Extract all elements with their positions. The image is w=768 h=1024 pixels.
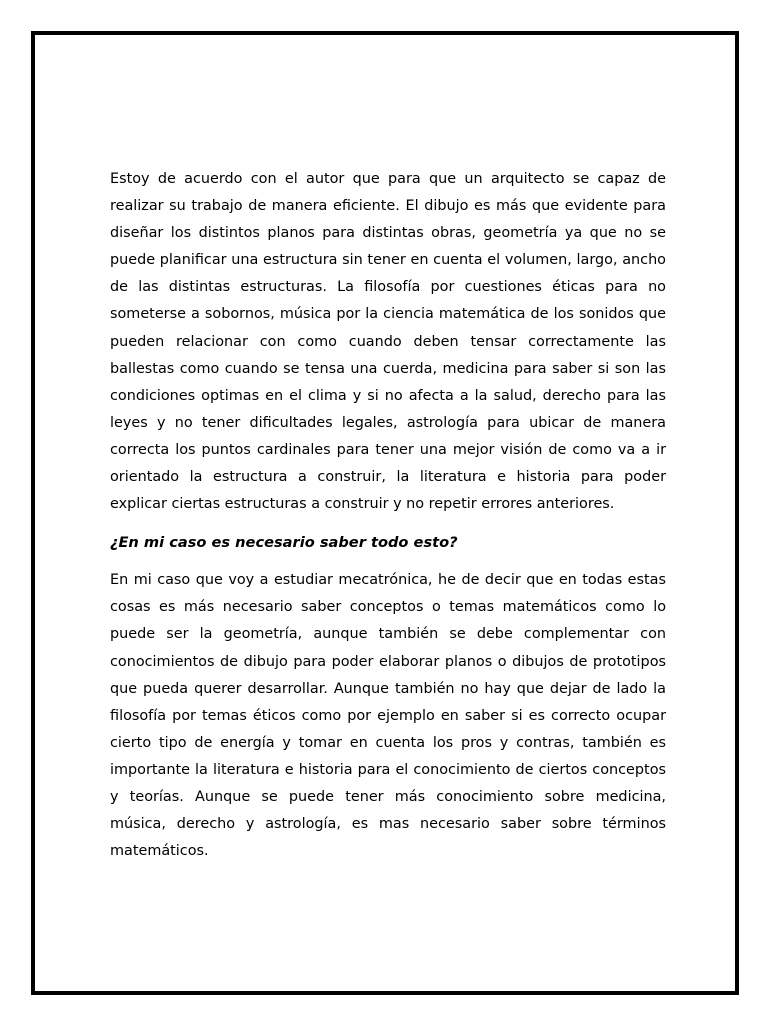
- page-frame: [31, 31, 739, 995]
- paragraph-1: Estoy de acuerdo con el autor que para que un arquitecto se capaz de realizar su trabajo de manera eficiente. El dibujo es más que evidente para diseñar los distintos planos para distintas obras, geometría ya que no se puede planificar una estructura sin tener en cuenta el volumen, largo, ancho de las distintas estructuras. La filosofía por cuestiones éticas para no someterse a sobornos, música por la ciencia matemática de los sonidos que pueden relacionar con como cuando deben tensar correctamente las ballestas como cuando se tensa una cuerda, medicina para saber si son las condiciones optimas en el clima y si no afecta a la salud, derecho para las leyes y no tener dificultades legales, astrología para ubicar de manera correcta los puntos cardinales para tener una mejor visión de como va a ir orientado la estructura a construir, la literatura e historia para poder explicar ciertas estructuras a construir y no repetir errores anteriores.: [110, 171, 666, 513]
- document-body: [110, 166, 666, 865]
- paragraph-2: En mi caso que voy a estudiar mecatrónica, he de decir que en todas estas cosas es más necesario saber conceptos o temas matemáticos como lo puede ser la geometría, aunque también se debe complementar con conocimientos de dibujo para poder elaborar planos o dibujos de prototipos que pueda querer desarrollar. Aunque también no hay que dejar de lado la filosofía por temas éticos como por ejemplo en saber si es correcto ocupar cierto tipo de energía y tomar en cuenta los pros y contras, también es importante la literatura e historia para el conocimiento de ciertos conceptos y teorías. Aunque se puede tener más conocimiento sobre medicina, música, derecho y astrología, es mas necesario saber sobre términos matemáticos.: [110, 572, 666, 860]
- section-heading: ¿En mi caso es necesario saber todo esto?: [110, 534, 458, 552]
